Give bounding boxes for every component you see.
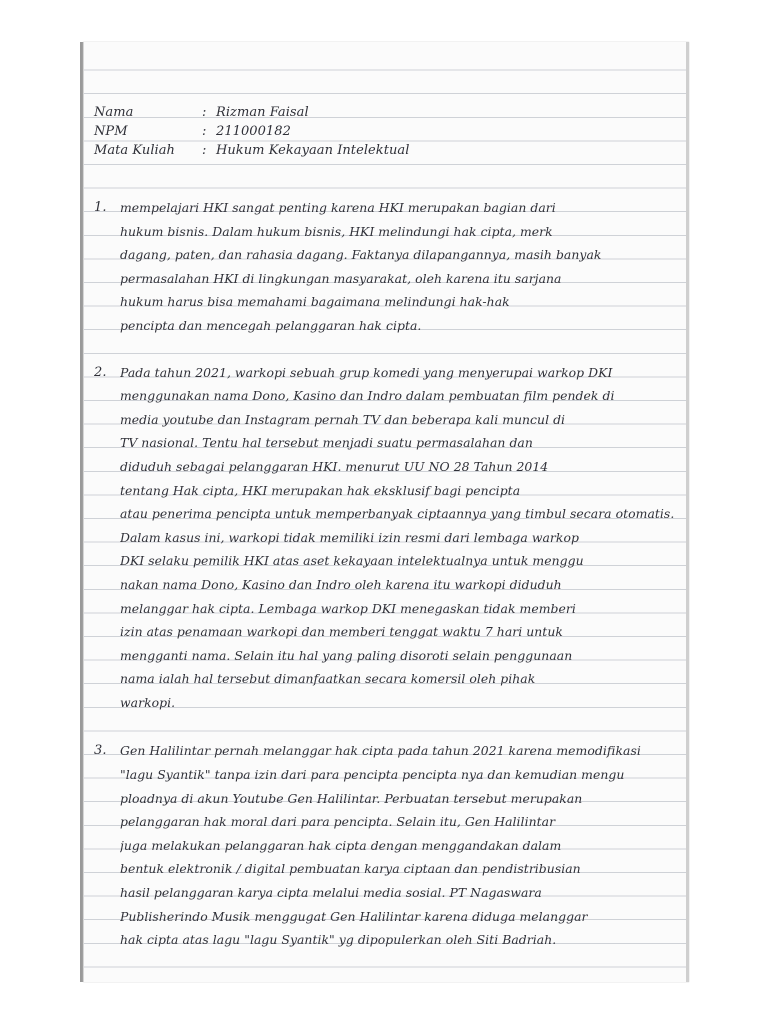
handwritten-content [94, 103, 680, 952]
text-line: juga melakukan pelanggaran hak cipta dengan menggandakan dalam [120, 837, 562, 853]
header-value: 211000182 [216, 124, 291, 139]
text-line: tentang Hak cipta, HKI merupakan hak eksklusif bagi pencipta [120, 482, 521, 498]
text-line: Dalam kasus ini, warkopi tidak memiliki izin resmi dari lembaga warkop [120, 529, 579, 545]
text-line: nama ialah hal tersebut dimanfaatkan secara komersil oleh pihak [120, 671, 536, 687]
text-line: warkopi. [120, 694, 176, 710]
text-line: TV nasional. Tentu hal tersebut menjadi suatu permasalahan dan [120, 435, 533, 451]
text-line: permasalahan HKI di lingkungan masyarakat, oleh karena itu sarjana [120, 270, 562, 286]
answer-2 [94, 361, 680, 715]
text-line: Pada tahun 2021, warkopi sebuah grup komedi yang menyerupai warkop DKI [120, 364, 613, 380]
text-line: pelanggaran hak moral dari para pencipta. Selain itu, Gen Halilintar [120, 814, 556, 830]
header-colon: : [202, 124, 207, 139]
text-line: hukum bisnis. Dalam hukum bisnis, HKI melindungi hak cipta, merk [120, 223, 553, 239]
answer-number: 3. [94, 743, 107, 759]
text-line: menggunakan nama Dono, Kasino dan Indro dalam pembuatan film pendek di [120, 388, 615, 404]
text-line: Gen Halilintar pernah melanggar hak cipta pada tahun 2021 karena memodifikasi [120, 743, 641, 759]
header-label: Mata Kuliah [94, 143, 175, 158]
text-line: nakan nama Dono, Kasino dan Indro oleh karena itu warkopi diduduh [120, 576, 562, 592]
answer-text [120, 361, 680, 715]
header-row-npm [94, 122, 680, 141]
text-line: bentuk elektronik / digital pembuatan karya ciptaan dan pendistribusian [120, 861, 581, 877]
answer-3 [94, 739, 680, 951]
text-line: Publisherindo Musik menggugat Gen Halilintar karena diduga melanggar [120, 908, 588, 924]
text-line: melanggar hak cipta. Lembaga warkop DKI menegaskan tidak memberi [120, 600, 576, 616]
text-line: dagang, paten, dan rahasia dagang. Faktanya dilapangannya, masih banyak [120, 247, 602, 263]
header-block [94, 103, 680, 160]
answer-1 [94, 196, 680, 338]
text-line: "lagu Syantik" tanpa izin dari para pencipta pencipta nya dan kemudian mengu [120, 767, 625, 783]
text-line: diduduh sebagai pelanggaran HKI. menurut UU NO 28 Tahun 2014 [120, 458, 549, 474]
header-colon: : [202, 105, 207, 120]
text-line: hasil pelanggaran karya cipta melalui media sosial. PT Nagaswara [120, 885, 542, 901]
answer-number: 2. [94, 364, 107, 380]
header-row-course [94, 141, 680, 160]
text-line: DKI selaku pemilik HKI atas aset kekayaan intelektualnya untuk menggu [120, 553, 584, 569]
header-label: NPM [94, 124, 128, 139]
text-line: pencipta dan mencegah pelanggaran hak cipta. [120, 317, 422, 333]
header-value: Hukum Kekayaan Intelektual [216, 143, 410, 158]
header-row-name [94, 103, 680, 122]
header-colon: : [202, 143, 207, 158]
text-line: hak cipta atas lagu "lagu Syantik" yg dipopulerkan oleh Siti Badriah. [120, 932, 557, 948]
text-line: mempelajari HKI sangat penting karena HKI merupakan bagian dari [120, 200, 556, 215]
text-line: hukum harus bisa memahami bagaimana melindungi hak-hak [120, 294, 510, 310]
text-line: ploadnya di akun Youtube Gen Halilintar. Perbuatan tersebut merupakan [120, 790, 583, 806]
text-line: izin atas penamaan warkopi dan memberi tenggat waktu 7 hari untuk [120, 624, 563, 640]
answer-text [120, 196, 680, 338]
answer-number: 1. [94, 200, 107, 215]
page-edge-right [686, 42, 689, 982]
text-line: mengganti nama. Selain itu hal yang paling disoroti selain penggunaan [120, 647, 573, 663]
header-value: Rizman Faisal [216, 105, 309, 120]
answer-text [120, 739, 680, 951]
text-line: atau penerima pencipta untuk memperbanyak ciptaannya yang timbul secara otomatis. [120, 506, 675, 522]
text-line: media youtube dan Instagram pernah TV dan beberapa kali muncul di [120, 411, 566, 427]
header-label: Nama [94, 105, 134, 120]
